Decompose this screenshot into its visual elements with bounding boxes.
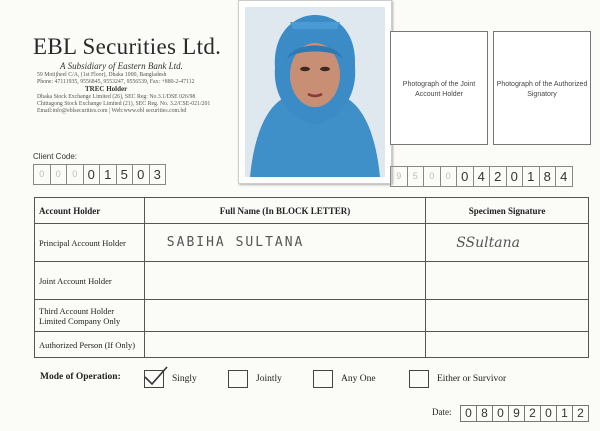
code-digit: 0 [67,164,84,185]
code-digit: 0 [84,164,101,185]
bo-digit: 0 [424,166,441,187]
bo-digit: 0 [441,166,458,187]
authorized-signature[interactable] [426,332,589,358]
date-label: Date: [432,407,452,417]
mode-label: Mode of Operation: [40,372,121,382]
date-digit: 0 [460,405,477,422]
checkbox-singly[interactable] [144,370,164,388]
table-row [35,300,589,332]
table-header-row [35,198,589,224]
header-account-holder: Account Holder [35,198,145,224]
row-label: Principal Account Holder [35,224,145,262]
table-row [35,332,589,358]
bo-digit: 0 [507,166,524,187]
bo-digit: 1 [523,166,540,187]
date-digit: 0 [541,405,557,422]
bo-digit: 9 [390,166,408,187]
company-subtitle: A Subsidiary of Eastern Bank Ltd. [60,61,183,71]
address-line: 59 Motijheel C/A, (1st Floor), Dhaka 1000, Bangladesh [37,72,167,78]
joint-signature[interactable] [426,262,589,300]
bo-digit: 8 [540,166,557,187]
code-digit: 0 [51,164,68,185]
company-name: EBL Securities Ltd. [33,34,222,59]
portrait-image [245,7,385,177]
code-digit: 5 [117,164,134,185]
option-label: Jointly [256,374,282,384]
checkbox-jointly[interactable] [228,370,248,388]
option-any-one[interactable] [313,370,376,388]
date-digit: 1 [557,405,573,422]
principal-photo [238,0,392,184]
bo-number-field[interactable] [390,166,573,187]
row-label: Authorized Person (If Only) [35,332,145,358]
code-digit: 0 [33,164,51,185]
client-code-label: Client Code: [33,152,78,161]
bo-digit: 2 [490,166,507,187]
date-digit: 2 [525,405,541,422]
bo-digit: 0 [457,166,474,187]
date-digit: 8 [477,405,493,422]
header-signature: Specimen Signature [426,198,589,224]
bo-digit: 4 [556,166,573,187]
table-row [35,224,589,262]
account-holder-table [34,197,589,358]
joint-photo-box [390,31,488,145]
signatory-photo-label: Photograph of the Authorized Signatory [496,81,588,98]
date-digit: 0 [493,405,509,422]
joint-photo-label: Photograph of the Joint Account Holder [402,81,476,98]
date-digit: 2 [573,405,589,422]
date-digit: 9 [509,405,525,422]
trec-line: Dhaka Stock Exchange Limited (26), SEC Reg: No.3.1/DSE 026/98 [37,93,196,100]
checkbox-either-survivor[interactable] [409,370,429,388]
option-label: Any One [341,374,376,384]
option-label: Singly [172,374,197,384]
row-label: Third Account Holder Limited Company Only [35,300,145,332]
third-name-field[interactable] [144,300,425,332]
principal-signature[interactable]: SSultana [426,224,589,262]
address-line: Phone: 47111935, 9556845, 9553247, 9556539, Fax: +880-2-47112 [37,79,195,86]
header-full-name: Full Name (In BLOCK LETTER) [144,198,425,224]
option-singly[interactable] [144,370,197,388]
bo-digit: 4 [474,166,491,187]
signatory-photo-box [493,31,591,145]
code-digit: 1 [100,164,117,185]
table-row [35,262,589,300]
checkmark-icon [143,365,169,387]
bo-digit: 5 [408,166,425,187]
trec-title: TREC Holder [85,85,128,94]
client-code-field[interactable] [33,164,166,185]
code-digit: 0 [133,164,150,185]
option-jointly[interactable] [228,370,282,388]
date-field[interactable] [460,405,589,422]
third-signature[interactable] [426,300,589,332]
code-digit: 3 [150,164,167,185]
trec-line: Chittagong Stock Exchange Limited (21), SEC Reg. No. 3.2/CSE-021/201 [37,100,211,107]
company-address [37,72,237,115]
option-label: Either or Survivor [437,374,507,384]
checkbox-any-one[interactable] [313,370,333,388]
contact-line: Email:info@eblsecurities.com | Web:www.ebl securities.com.bd [37,108,187,115]
row-label: Joint Account Holder [35,262,145,300]
authorized-name-field[interactable] [144,332,425,358]
joint-name-field[interactable] [144,262,425,300]
option-either-survivor[interactable] [409,370,506,388]
principal-name-field[interactable]: SABIHA SULTANA [144,224,425,262]
